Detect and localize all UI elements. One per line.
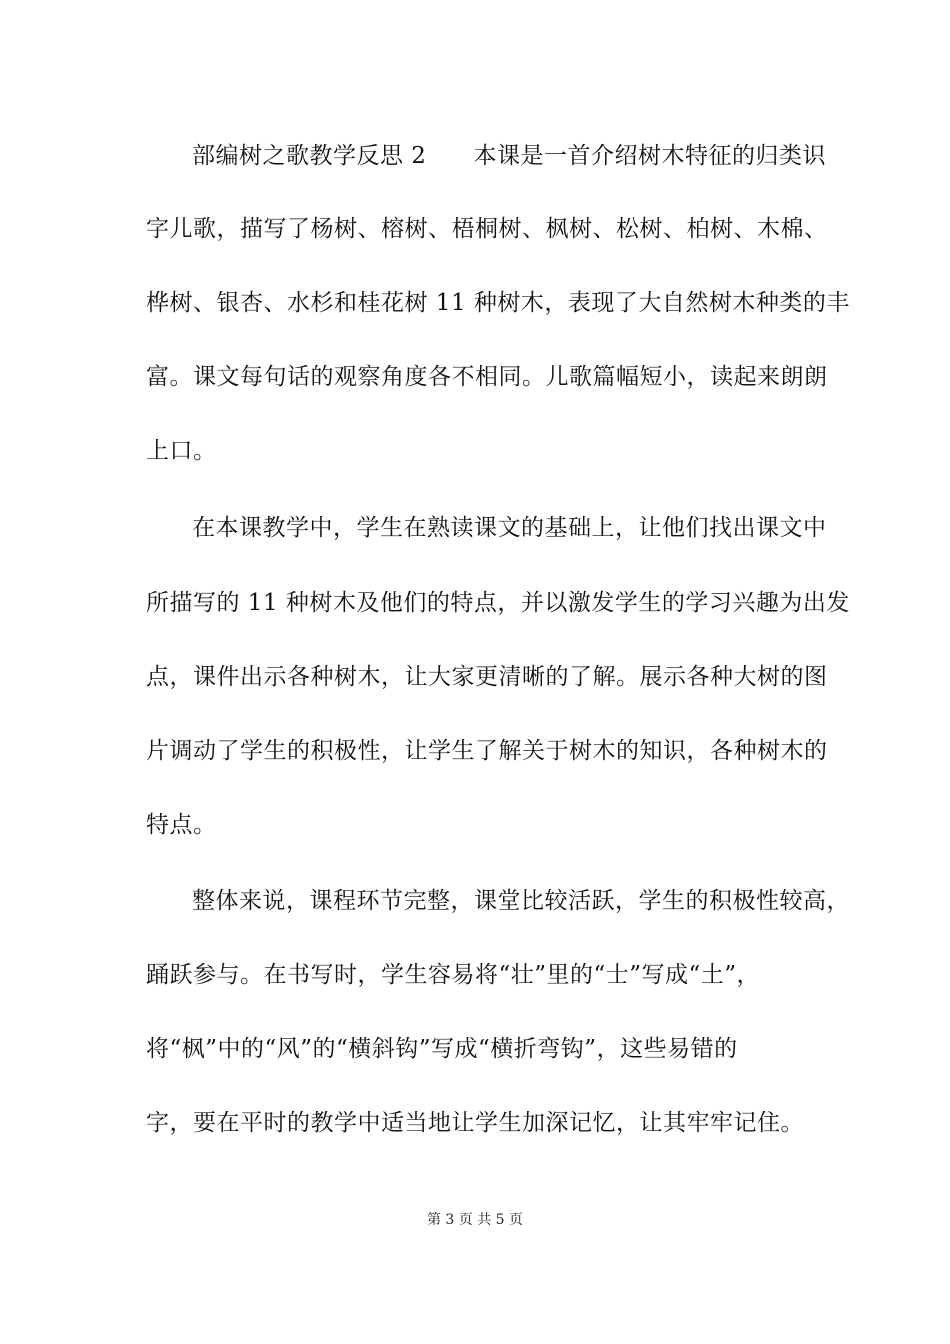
paragraph-3-line-4: 字，要在平时的教学中适当地让学生加深记忆，让其牢牢记住。 bbox=[146, 1110, 804, 1136]
paragraph-3-line-2: 踊跃参与。在书写时，学生容易将“壮”里的“士”写成“土”， bbox=[146, 962, 761, 988]
page-footer bbox=[0, 1211, 950, 1229]
page-number: 第 3 页 共 5 页 bbox=[426, 1212, 524, 1228]
paragraph-1-line-3: 桦树、银杏、水杉和桂花树 11 种树木，表现了大自然树木种类的丰 bbox=[146, 290, 850, 316]
paragraph-2-line-5: 特点。 bbox=[146, 812, 217, 838]
paragraph-2-line-1: 在本课教学中，学生在熟读课文的基础上，让他们找出课文中 bbox=[192, 515, 827, 541]
paragraph-1-line-4: 富。课文每句话的观察角度各不相同。儿歌篇幅短小，读起来朗朗 bbox=[146, 364, 828, 390]
paragraph-3-line-1: 整体来说，课程环节完整，课堂比较活跃，学生的积极性较高， bbox=[192, 888, 850, 914]
paragraph-3-line-3: 将“枫”中的“风”的“横斜钩”写成“横折弯钩”，这些易错的 bbox=[146, 1036, 738, 1062]
paragraph-1-line-2: 字儿歌，描写了杨树、榕树、梧桐树、枫树、松树、柏树、木棉、 bbox=[146, 216, 828, 242]
paragraph-2-line-3: 点，课件出示各种树木，让大家更清晰的了解。展示各种大树的图 bbox=[146, 664, 828, 690]
paragraph-1-line-5: 上口。 bbox=[146, 438, 217, 464]
paragraph-2-line-4: 片调动了学生的积极性，让学生了解关于树木的知识，各种树木的 bbox=[146, 738, 828, 764]
paragraph-1-line-1: 部编树之歌教学反思 2 本课是一首介绍树木特征的归类识 bbox=[192, 143, 826, 169]
paragraph-2-line-2: 所描写的 11 种树木及他们的特点，并以激发学生的学习兴趣为出发 bbox=[146, 590, 850, 616]
